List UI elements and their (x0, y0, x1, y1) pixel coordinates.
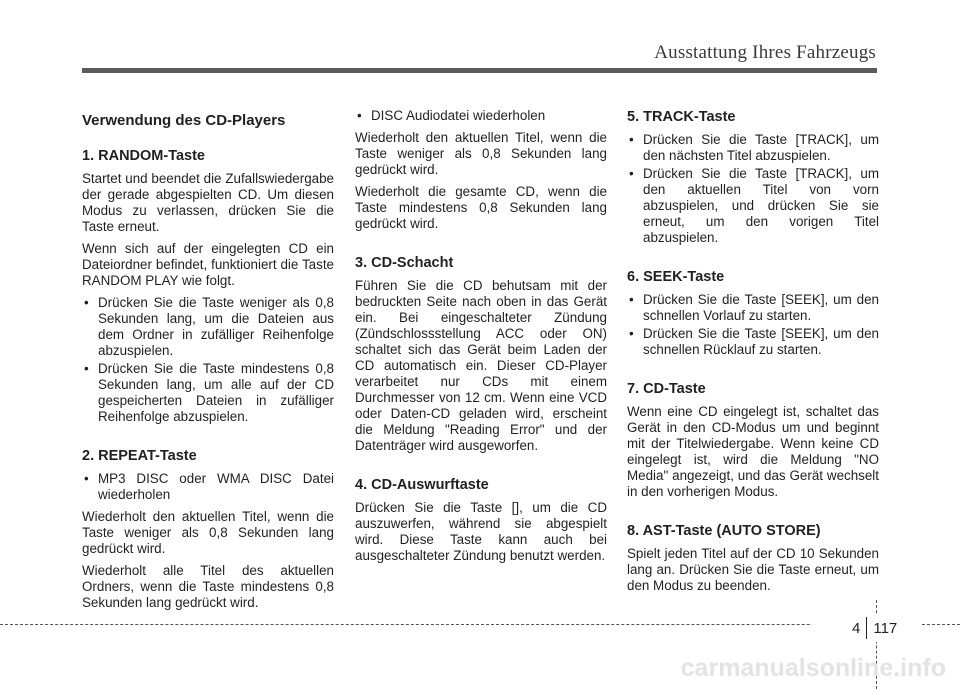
paragraph: Wiederholt den aktuellen Titel, wenn die Taste weniger als 0,8 Sekunden lang gedrückt wird. (82, 509, 334, 556)
heading-track: 5. TRACK-Taste (627, 109, 736, 125)
heading-repeat: 2. REPEAT-Taste (82, 448, 197, 464)
bullet-list (627, 292, 879, 358)
list-item: • Drücken Sie die Taste [SEEK], um den schnellen Vorlauf zu starten. (627, 292, 879, 324)
paragraph: Wenn sich auf der eingelegten CD ein Dateiordner befindet, funktioniert die Taste RANDOM PLAY wie folgt. (82, 241, 334, 288)
chapter-number: 4 (852, 619, 861, 637)
heading-seek: 6. SEEK-Taste (627, 269, 725, 285)
column-3 (627, 108, 879, 600)
paragraph: Wiederholt den aktuellen Titel, wenn die Taste weniger als 0,8 Sekunden lang gedrückt wird. (355, 130, 607, 177)
list-item: • Drücken Sie die Taste [TRACK], um den aktuellen Titel von vorn abzuspielen, und drücken Sie sie erneut, um den vorigen Titel abzuspielen. (627, 166, 879, 246)
heading-eject: 4. CD-Auswurftaste (355, 477, 489, 493)
list-item: • MP3 DISC oder WMA DISC Datei wiederholen (82, 471, 334, 503)
heading-cd-key: 7. CD-Taste (627, 381, 706, 397)
page-number: 117 (873, 619, 898, 637)
column-2 (355, 108, 607, 570)
paragraph: Wiederholt die gesamte CD, wenn die Taste mindestens 0,8 Sekunden lang gedrückt wird. (355, 184, 607, 231)
bullet-list (82, 471, 334, 503)
bullet-list (82, 295, 334, 425)
bullet-list (627, 132, 879, 246)
heading-ast: 8. AST-Taste (AUTO STORE) (627, 523, 821, 539)
paragraph: Startet und beendet die Zufallswiedergabe der gerade abgespielten CD. Um diesen Modus zu verlassen, drücken Sie die Taste erneut. (82, 171, 334, 234)
list-item: • Drücken Sie die Taste [SEEK], um den schnellen Rücklauf zu starten. (627, 326, 879, 358)
list-item: • Drücken Sie die Taste [TRACK], um den nächsten Titel abzuspielen. (627, 132, 879, 164)
page-number-box (812, 614, 920, 642)
paragraph: Wenn eine CD eingelegt ist, schaltet das Gerät in den CD-Modus um und beginnt mit der Titelwiedergabe. Wenn keine CD eingelegt ist, wird die Meldung "NO Media" angezeigt, und das Gerät wechselt in den vorherigen Modus. (627, 404, 879, 499)
column-1 (82, 108, 334, 617)
list-item: • Drücken Sie die Taste weniger als 0,8 Sekunden lang, um die Dateien aus dem Ordner in zufälliger Reihenfolge abzuspielen. (82, 295, 334, 359)
section-title: Verwendung des CD-Players (82, 112, 286, 129)
header-rule (82, 68, 877, 73)
chapter-header-title: Ausstattung Ihres Fahrzeugs (654, 42, 876, 63)
heading-random: 1. RANDOM-Taste (82, 148, 205, 164)
bullet-list (355, 108, 607, 124)
paragraph: Wiederholt alle Titel des aktuellen Ordners, wenn die Taste mindestens 0,8 Sekunden lang gedrückt wird. (82, 563, 334, 610)
paragraph: Drücken Sie die Taste [], um die CD auszuwerfen, während sie abgespielt wird. Diese Taste kann auch bei ausgeschalteter Zündung benutzt werden. (355, 500, 607, 563)
watermark-text: carmanualsonline.info (680, 654, 946, 682)
heading-cd-slot: 3. CD-Schacht (355, 255, 454, 271)
list-item: • Drücken Sie die Taste mindestens 0,8 Sekunden lang, um alle auf der CD gespeicherten Dateien in zufälliger Reihenfolge abzuspielen. (82, 361, 334, 425)
list-item: • DISC Audiodatei wiederholen (355, 108, 607, 124)
paragraph: Spielt jeden Titel auf der CD 10 Sekunden lang an. Drücken Sie die Taste erneut, um den Modus zu beenden. (627, 546, 879, 593)
paragraph: Führen Sie die CD behutsam mit der bedruckten Seite nach oben in das Gerät ein. Bei eingeschalteter Zündung (Zündschlossstellung ACC oder ON) schaltet sich das Gerät beim Laden der CD automatisch ein. Dieser CD-Player verarbeitet nur CDs mit einem Durchmesser von 12 cm. Wenn eine VCD oder Daten-CD geladen wird, erscheint die Meldung "Reading Error" und der Datenträger wird ausgeworfen. (355, 278, 607, 453)
